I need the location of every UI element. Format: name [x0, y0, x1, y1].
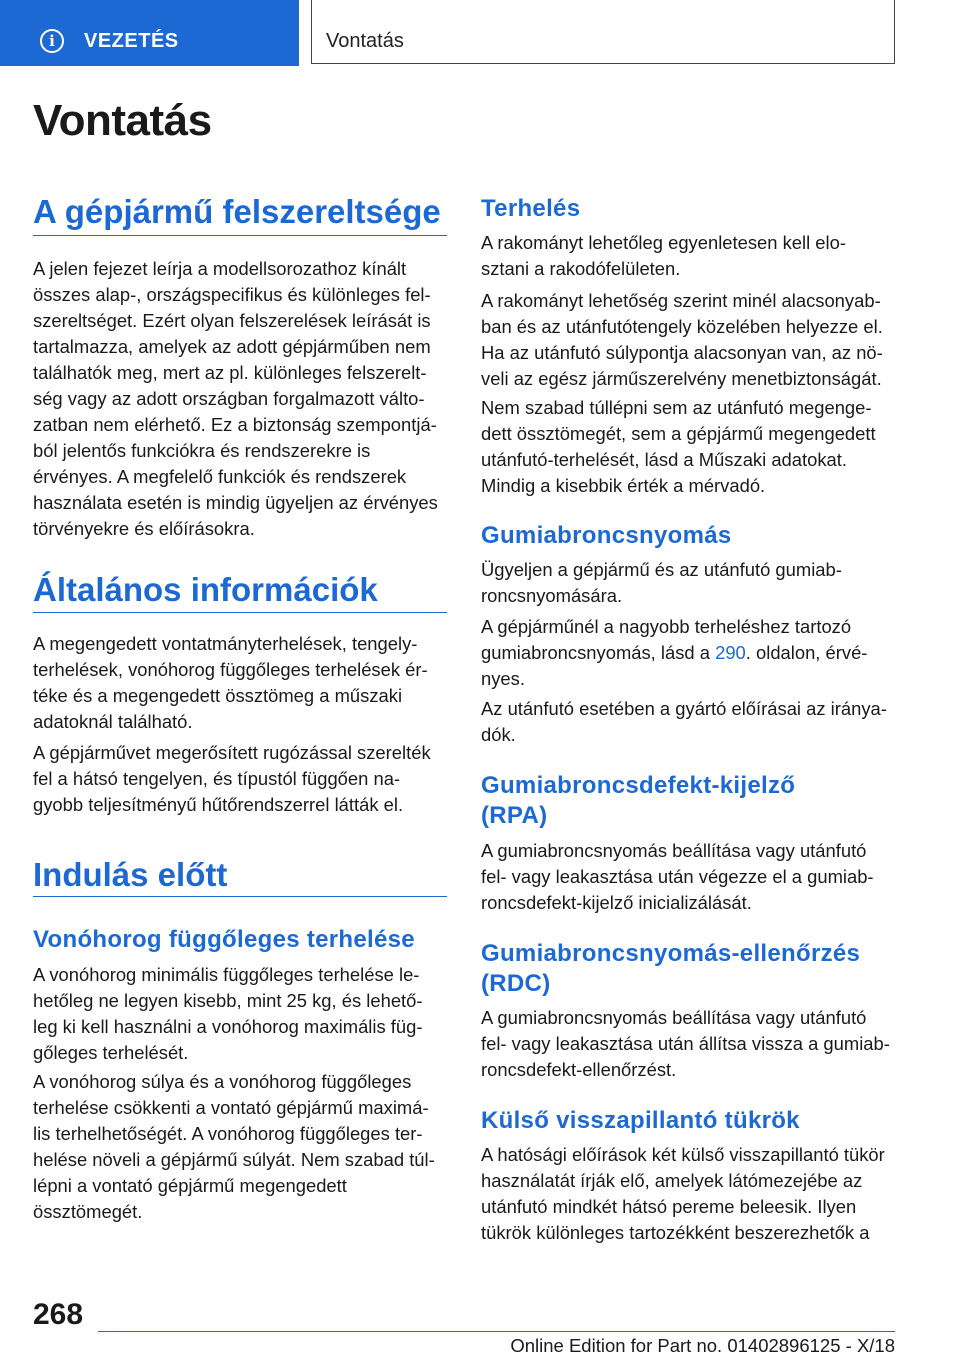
text-line: Mindig a kisebbik érték a mérvadó. [481, 475, 766, 496]
subsection-title-rdc [481, 939, 895, 999]
text-line: nyes. [481, 668, 525, 689]
text-line: roncsnyomására. [481, 585, 623, 606]
text-line: gőleges terhelését. [33, 1042, 189, 1063]
text-line: A megengedett vontatmányterhelések, tengely- [33, 633, 418, 654]
text-line [481, 640, 895, 666]
breadcrumb [311, 0, 895, 64]
text-line: A vonóhorog súlya és a vonóhorog függőleges [33, 1071, 412, 1092]
text-line: Ügyeljen a gépjármű és az utánfutó gumiab- [481, 559, 842, 580]
text-line: Az utánfutó esetében a gyártó előírásai az iránya- [481, 698, 887, 719]
text-line: ség vagy az adott országban forgalmazott válto- [33, 388, 425, 409]
text-line: találhatók meg, mert az pl. különleges felszerelt- [33, 362, 427, 383]
footer-rule [98, 1331, 895, 1332]
text-line: hetőleg ne legyen kisebb, mint 25 kg, és lehető- [33, 990, 423, 1011]
text-line: terhelések, vonóhorog függőleges terhelések ér- [33, 659, 428, 680]
text-line: A gumiabroncsnyomás beállítása vagy utánfutó [481, 1007, 867, 1028]
text-line: használatát írják elő, amelyek látómezejébe az [481, 1170, 863, 1191]
title-line: Gumiabroncsnyomás-ellenőrzés [481, 940, 861, 967]
page-number: 268 [33, 1298, 84, 1331]
subsection-title-load: Terhelés [481, 195, 581, 222]
tongue-load-text-2 [33, 1069, 447, 1225]
text-line: tükrök különleges tartozékként beszerezhetők a [481, 1222, 870, 1243]
text-line: ban és az utánfutótengely közelében helyezze el. [481, 316, 883, 337]
text-line: A jelen fejezet leírja a modellsorozathoz kínált [33, 258, 407, 279]
tire-pressure-text-2 [481, 614, 895, 692]
text-line: sztani a rakodófelületen. [481, 258, 681, 279]
text-line: A hatósági előírások két külső visszapillantó tükör [481, 1144, 885, 1165]
title-line: (RDC) [481, 970, 551, 997]
text-line: A rakományt lehetőség szerint minél alacsonyab- [481, 290, 881, 311]
section-title-before-start: Indulás előtt [33, 856, 228, 893]
breadcrumb-label: Vontatás [326, 30, 404, 52]
text-line: fel- vagy leakasztása után végezze el a gumiab- [481, 866, 874, 887]
subsection-title-tongue-load: Vonóhorog függőleges terhelése [33, 926, 415, 953]
text-line: Ha az utánfutó súlypontja alacsonyan van, az nö- [481, 342, 883, 363]
title-line: (RPA) [481, 802, 548, 829]
text-line: használata esetén is mindig ügyeljen az érvényes [33, 492, 438, 513]
mirrors-text [481, 1142, 895, 1246]
text-line: összes alap-, országspecifikus és különleges fel- [33, 284, 431, 305]
subsection-title-mirrors: Külső visszapillantó tükrök [481, 1107, 800, 1134]
text-line: veli az egész járműszerelvény menetbiztonságát. [481, 368, 882, 389]
text-line: helése növeli a gépjármű súlyát. Nem szabad túl- [33, 1149, 435, 1170]
text-line: dett össztömegét, sem a gépjármű megengedett [481, 423, 876, 444]
text-line: törvényekre és előírásokra. [33, 518, 255, 539]
tongue-load-text-1 [33, 962, 447, 1066]
equipment-text [33, 256, 447, 542]
general-text-2 [33, 740, 447, 818]
rpa-text [481, 838, 895, 916]
load-text-2 [481, 288, 895, 392]
text-line: leg ki kell használni a vonóhorog maximális füg- [33, 1016, 423, 1037]
subsection-title-tire-pressure: Gumiabroncsnyomás [481, 522, 732, 549]
text-line: A gépjárművet megerősített rugózással szerelték [33, 742, 431, 763]
subsection-title-rpa [481, 771, 895, 831]
text-line: ból jelentős funkciókra és rendszerekre is [33, 440, 371, 461]
section-title-equipment: A gépjármű felszereltsége [33, 193, 441, 230]
text-line: érvényes. A megfelelő funkciók és rendszerek [33, 466, 407, 487]
text-run: . oldalon, érvé- [745, 642, 868, 663]
title-line: Gumiabroncsdefekt-kijelző [481, 772, 796, 799]
page-title: Vontatás [33, 96, 212, 145]
text-line: lépni a vontató gépjármű megengedett [33, 1175, 347, 1196]
text-line: utánfutó mindkét hátsó pereme beleesik. Ilyen [481, 1196, 857, 1217]
load-text-1 [481, 230, 895, 282]
text-line: fel- vagy leakasztása után állítsa vissza a gumiab- [481, 1033, 890, 1054]
section-tab[interactable] [0, 0, 299, 66]
text-line: lis terhelhetőségét. A vonóhorog függőleges ter- [33, 1123, 423, 1144]
text-line: gyobb teljesítményű hűtőrendszerrel látták el. [33, 794, 404, 815]
text-line: roncsdefekt-ellenőrzést. [481, 1059, 677, 1080]
text-line: roncsdefekt-kijelző inicializálását. [481, 892, 752, 913]
info-icon: i [40, 29, 64, 53]
text-line: téke és a megengedett össztömeg a műszaki [33, 685, 403, 706]
text-line: fel a hátsó tengelyen, és típustól függően na- [33, 768, 401, 789]
text-line: tartalmazza, amelyek az adott gépjárműben nem [33, 336, 431, 357]
text-run: gumiabroncsnyomás, lásd a [481, 642, 716, 663]
text-line: terhelése csökkenti a vontató gépjármű maximá- [33, 1097, 429, 1118]
text-line: adatoknál található. [33, 711, 193, 732]
text-line: Nem szabad túllépni sem az utánfutó megenge- [481, 397, 872, 418]
text-line: A gumiabroncsnyomás beállítása vagy utánfutó [481, 840, 867, 861]
text-line: dók. [481, 724, 516, 745]
tire-pressure-text-1 [481, 557, 895, 609]
rdc-text [481, 1005, 895, 1083]
text-line: szereltséget. Ezért olyan felszerelések leírását is [33, 310, 431, 331]
text-line: utánfutó-terhelését, lásd a Műszaki adatokat. [481, 449, 847, 470]
section-tab-label: VEZETÉS [84, 30, 179, 52]
page-link-290[interactable]: 290 [715, 642, 746, 663]
text-line: zatban nem elérhető. Ez a biztonság szempontjá- [33, 414, 437, 435]
text-line: össztömegét. [33, 1201, 143, 1222]
section-rule [33, 235, 447, 236]
text-line: A gépjárműnél a nagyobb terheléshez tartozó [481, 616, 852, 637]
edition-text: Online Edition for Part no. 01402896125 - X/18 [510, 1335, 895, 1356]
section-rule [33, 896, 447, 897]
page-header [0, 0, 960, 66]
general-text-1 [33, 631, 447, 735]
section-title-general: Általános információk [33, 571, 378, 608]
load-text-3 [481, 395, 895, 499]
tire-pressure-text-3 [481, 696, 895, 748]
text-line: A rakományt lehetőleg egyenletesen kell elo- [481, 232, 846, 253]
section-rule [33, 612, 447, 613]
text-line: A vonóhorog minimális függőleges terhelése le- [33, 964, 420, 985]
